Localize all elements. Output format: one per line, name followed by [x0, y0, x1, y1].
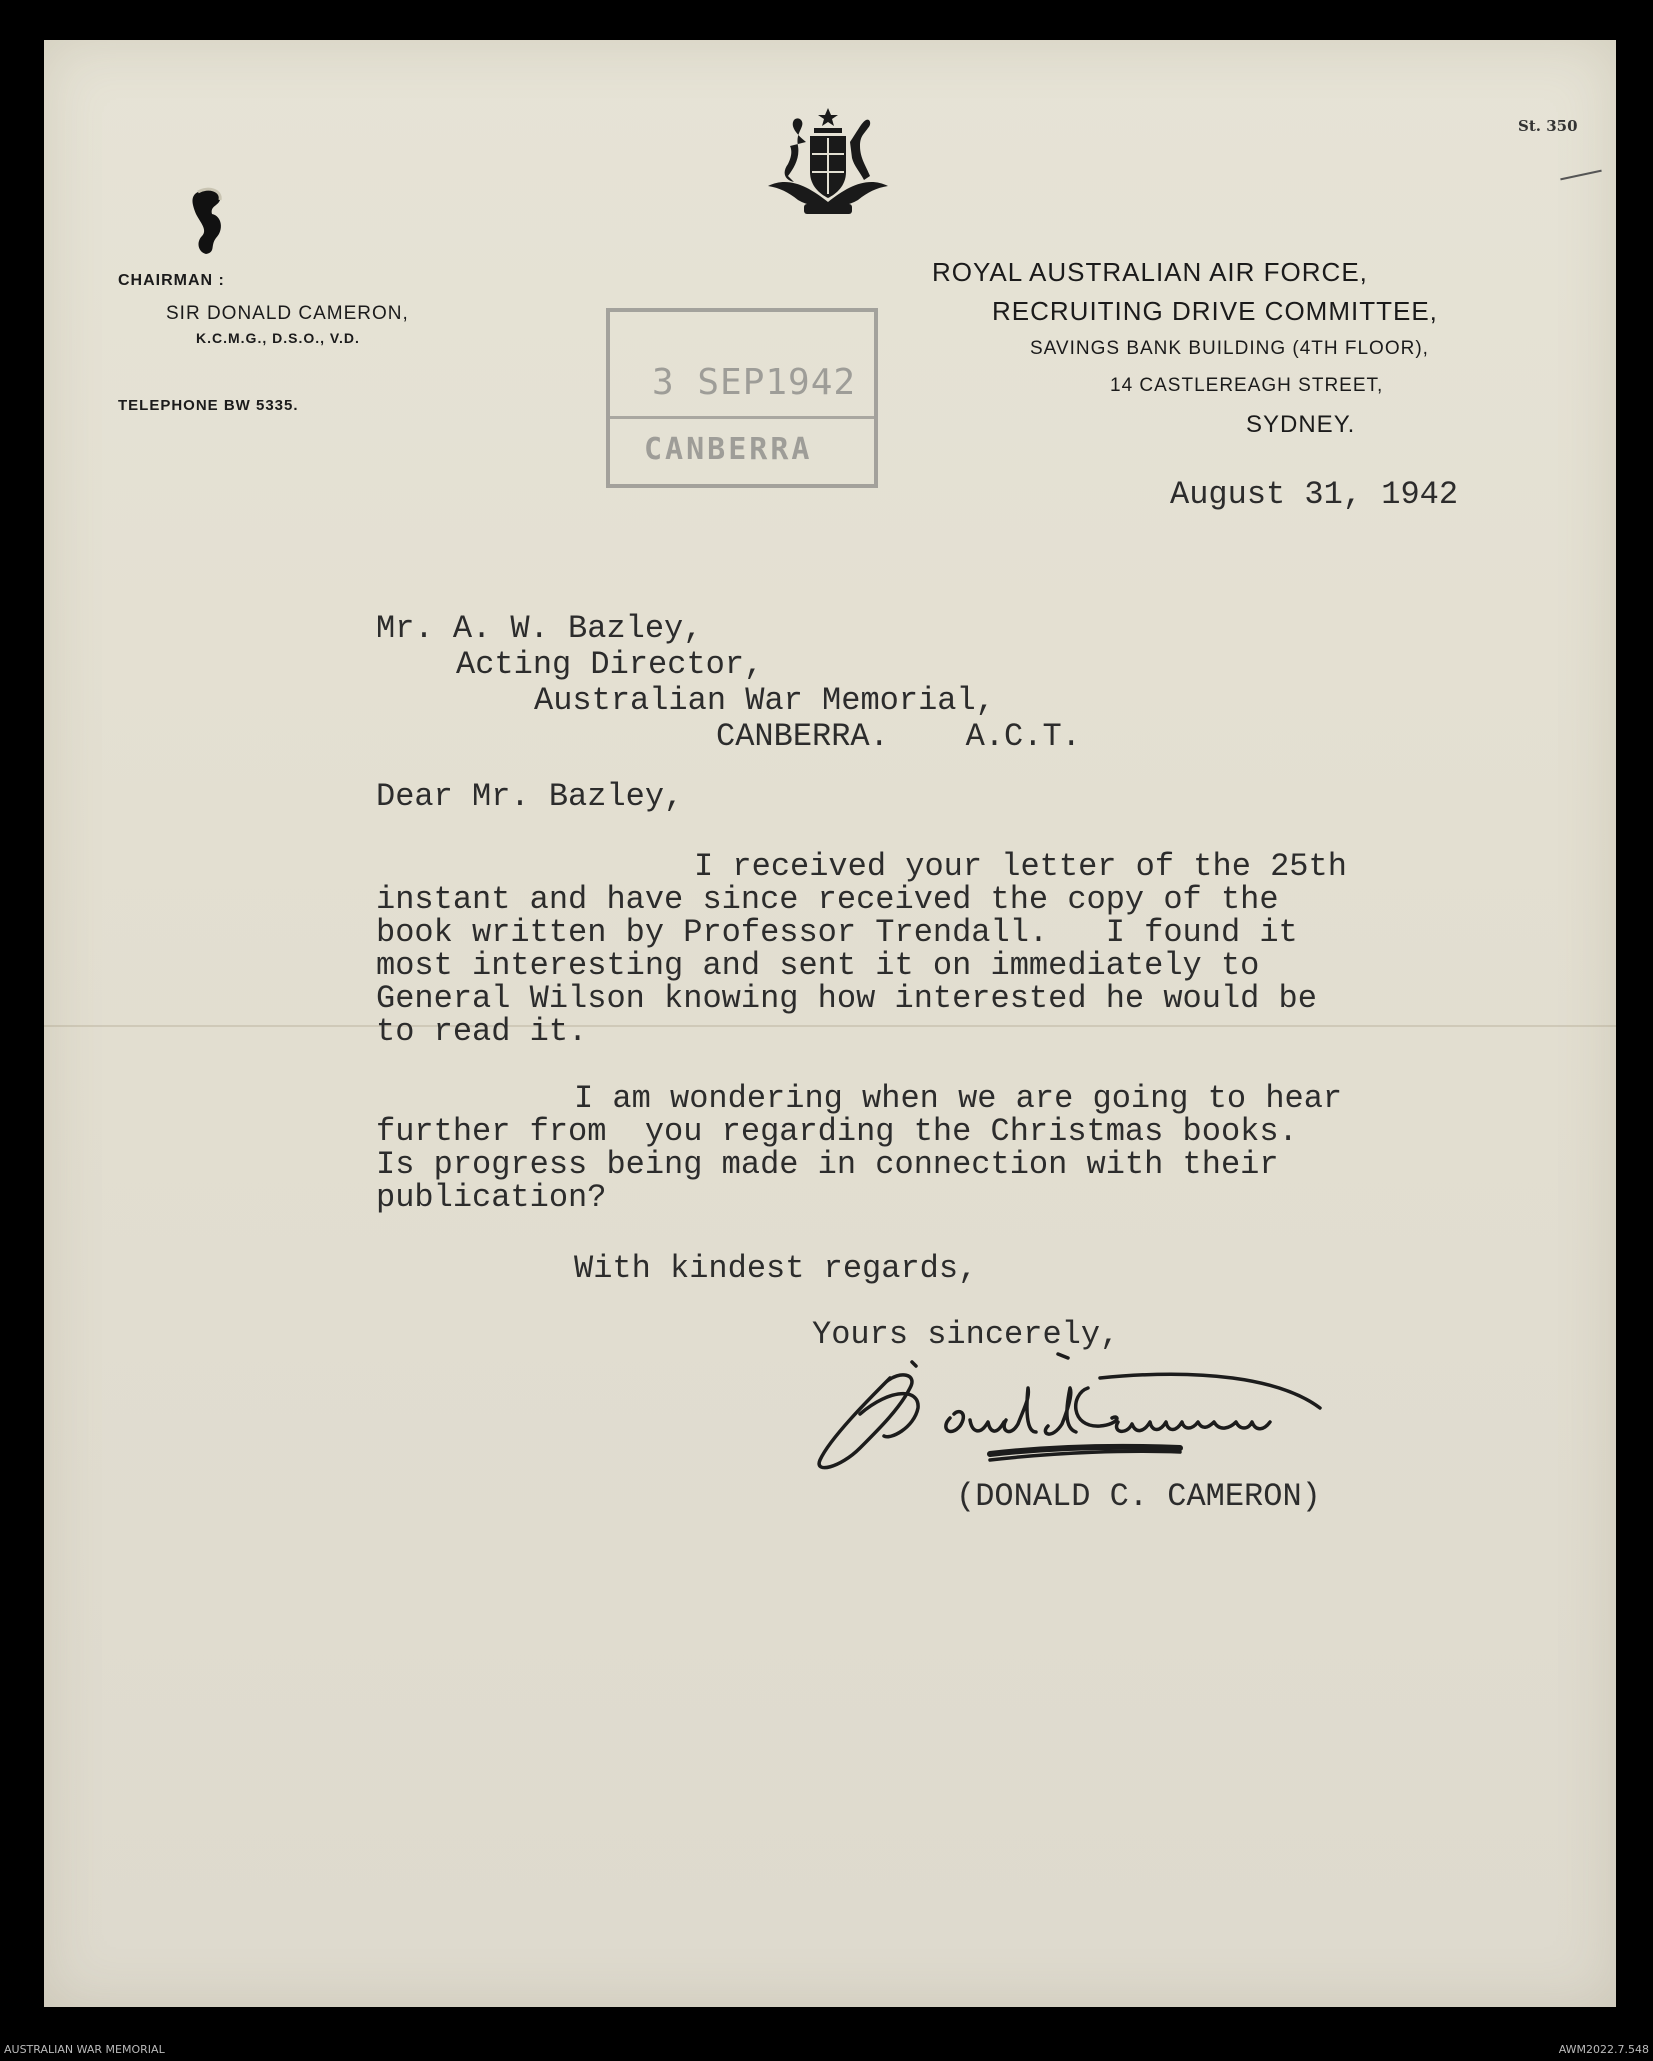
typed-signatory: (DONALD C. CAMERON) — [956, 1478, 1321, 1515]
received-stamp — [606, 308, 878, 488]
letter-date: August 31, 1942 — [1170, 476, 1459, 513]
archive-credit: AUSTRALIAN WAR MEMORIAL — [4, 2043, 165, 2056]
body-line: publication? — [376, 1179, 607, 1216]
recipient-organisation: Australian War Memorial, — [534, 682, 995, 719]
archive-accession-number: AWM2022.7.548 — [1558, 2043, 1649, 2056]
recipient-title: Acting Director, — [456, 646, 764, 683]
address-street: 14 CASTLEREAGH STREET, — [1110, 375, 1384, 396]
body-line: further from you regarding the Christmas books. — [376, 1113, 1298, 1150]
regards-line: With kindest regards, — [574, 1250, 978, 1287]
body-line: General Wilson knowing how interested he would be — [376, 980, 1317, 1017]
recipient-name: Mr. A. W. Bazley, — [376, 610, 703, 647]
address-city: SYDNEY. — [1246, 411, 1356, 438]
closing-line: Yours sincerely, — [812, 1316, 1120, 1353]
handwritten-signature — [800, 1348, 1500, 1478]
body-line: most interesting and sent it on immediately to — [376, 947, 1260, 984]
stamp-date: 3 SEP1942 — [652, 362, 857, 403]
salutation: Dear Mr. Bazley, — [376, 778, 684, 815]
recipient-location: CANBERRA. A.C.T. — [716, 718, 1081, 755]
chairman-name: SIR DONALD CAMERON, — [166, 303, 409, 324]
fold-crease — [44, 1025, 1616, 1027]
chairman-honours: K.C.M.G., D.S.O., V.D. — [196, 330, 360, 346]
chairman-label: CHAIRMAN : — [118, 272, 225, 289]
punch-hole-icon — [188, 186, 234, 258]
stamp-rule — [610, 416, 874, 419]
body-line: book written by Professor Trendall. I found it — [376, 914, 1298, 951]
form-number: St. 350 — [1518, 117, 1578, 135]
coat-of-arms-icon — [748, 106, 908, 220]
body-line: I am wondering when we are going to hear — [574, 1080, 1343, 1117]
stamp-place: CANBERRA — [644, 432, 813, 467]
address-building: SAVINGS BANK BUILDING (4TH FLOOR), — [1030, 338, 1429, 359]
body-line: to read it. — [376, 1013, 588, 1050]
body-line: I received your letter of the 25th — [694, 848, 1347, 885]
body-line: instant and have since received the copy of the — [376, 881, 1279, 918]
committee-name: RECRUITING DRIVE COMMITTEE, — [992, 296, 1438, 326]
organisation-name: ROYAL AUSTRALIAN AIR FORCE, — [932, 257, 1368, 287]
body-line: Is progress being made in connection with their — [376, 1146, 1279, 1183]
telephone-number: TELEPHONE BW 5335. — [118, 397, 299, 414]
